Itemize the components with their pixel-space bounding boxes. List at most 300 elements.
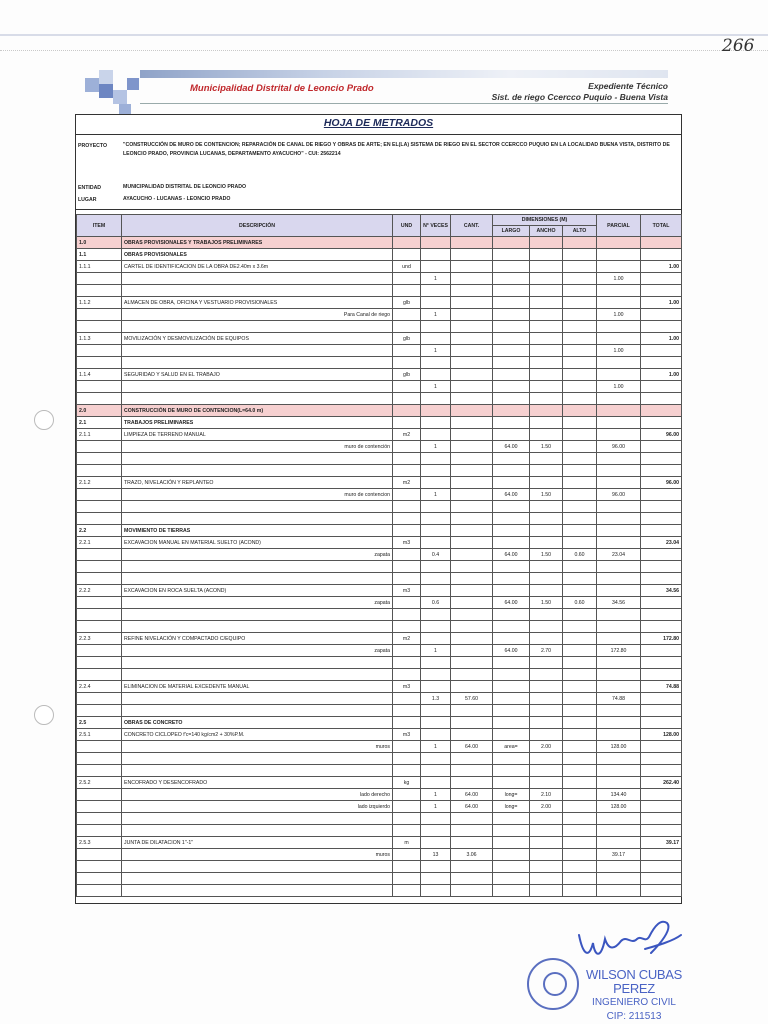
cell-total [641, 609, 682, 621]
cell-item: 2.1 [77, 417, 122, 429]
cell-total [641, 285, 682, 297]
cell-total [641, 381, 682, 393]
cell-und: m2 [393, 429, 421, 441]
cell-alto [563, 669, 597, 681]
cell-veces [421, 681, 451, 693]
cell-veces [421, 717, 451, 729]
cell-und: und [393, 261, 421, 273]
cell-parcial: 74.88 [597, 693, 641, 705]
binder-hole-icon [34, 410, 54, 430]
cell-und [393, 861, 421, 873]
cell-item [77, 321, 122, 333]
engineer-cip: CIP: 211513 [606, 1011, 662, 1022]
cell-alto [563, 873, 597, 885]
cell-item: 2.2.3 [77, 633, 122, 645]
cell-parcial [597, 717, 641, 729]
cell-ancho [530, 417, 563, 429]
cell-item [77, 561, 122, 573]
cell-parcial [597, 561, 641, 573]
table-row [77, 825, 682, 837]
table-row [77, 777, 682, 789]
table-row [77, 297, 682, 309]
cell-largo [493, 465, 530, 477]
cell-cant [451, 717, 493, 729]
section-row [77, 237, 682, 249]
cell-largo [493, 609, 530, 621]
table-row [77, 693, 682, 705]
cell-largo [493, 525, 530, 537]
cell-veces: 1 [421, 801, 451, 813]
cell-largo [493, 825, 530, 837]
cell-ancho [530, 537, 563, 549]
cell-und [393, 645, 421, 657]
cell-und [393, 741, 421, 753]
cell-veces [421, 705, 451, 717]
table-row [77, 273, 682, 285]
cell-largo [493, 621, 530, 633]
cell-cant [451, 441, 493, 453]
cell-parcial: 128.00 [597, 741, 641, 753]
cell-cant [451, 765, 493, 777]
cell-largo: long= [493, 801, 530, 813]
cell-cant [451, 633, 493, 645]
cell-descripcion: TRABAJOS PRELIMINARES [122, 417, 393, 429]
cell-ancho [530, 273, 563, 285]
cell-parcial: 1.00 [597, 309, 641, 321]
cell-veces [421, 261, 451, 273]
cell-ancho [530, 309, 563, 321]
cell-item: 2.1.1 [77, 429, 122, 441]
cell-alto [563, 237, 597, 249]
cell-und: m3 [393, 729, 421, 741]
table-row [77, 801, 682, 813]
cell-alto [563, 297, 597, 309]
col-header-alto: ALTO [563, 226, 597, 237]
table-row [77, 621, 682, 633]
cell-veces: 13 [421, 849, 451, 861]
cell-alto [563, 405, 597, 417]
cell-ancho: 2.00 [530, 801, 563, 813]
cell-total [641, 357, 682, 369]
cell-und [393, 321, 421, 333]
cell-largo [493, 813, 530, 825]
cell-descripcion: TRAZO, NIVELACIÓN Y REPLANTEO [122, 477, 393, 489]
cell-total [641, 417, 682, 429]
cell-item [77, 669, 122, 681]
cell-veces [421, 525, 451, 537]
table-row [77, 753, 682, 765]
cell-largo [493, 729, 530, 741]
cell-ancho [530, 813, 563, 825]
cell-largo [493, 681, 530, 693]
cell-descripcion: Para Canal de riego [122, 309, 393, 321]
cell-item [77, 861, 122, 873]
cell-descripcion [122, 861, 393, 873]
cell-item [77, 357, 122, 369]
cell-cant: 64.00 [451, 741, 493, 753]
cell-cant [451, 873, 493, 885]
cell-alto [563, 837, 597, 849]
header-rule [140, 103, 668, 104]
cell-total [641, 813, 682, 825]
cell-alto [563, 573, 597, 585]
municipality-name: Municipalidad Distrital de Leoncio Prado [190, 83, 374, 94]
cell-veces [421, 405, 451, 417]
cell-und: m2 [393, 477, 421, 489]
cell-alto [563, 393, 597, 405]
table-row [77, 873, 682, 885]
cell-descripcion: zapata [122, 645, 393, 657]
cell-ancho [530, 717, 563, 729]
cell-parcial [597, 681, 641, 693]
cell-largo [493, 561, 530, 573]
cell-cant [451, 429, 493, 441]
cell-veces [421, 765, 451, 777]
cell-parcial [597, 465, 641, 477]
cell-parcial [597, 669, 641, 681]
cell-ancho [530, 585, 563, 597]
cell-cant [451, 417, 493, 429]
cell-cant [451, 321, 493, 333]
cell-ancho [530, 513, 563, 525]
cell-veces [421, 777, 451, 789]
cell-item [77, 453, 122, 465]
cell-largo [493, 237, 530, 249]
cell-ancho: 2.70 [530, 645, 563, 657]
cell-item [77, 513, 122, 525]
cell-ancho [530, 729, 563, 741]
cell-descripcion [122, 621, 393, 633]
cell-cant [451, 585, 493, 597]
cell-parcial [597, 633, 641, 645]
table-row [77, 357, 682, 369]
cell-parcial [597, 573, 641, 585]
cell-item: 2.2.4 [77, 681, 122, 693]
cell-und [393, 309, 421, 321]
cell-ancho [530, 285, 563, 297]
cell-largo [493, 585, 530, 597]
cell-item [77, 609, 122, 621]
cell-descripcion [122, 453, 393, 465]
cell-alto [563, 813, 597, 825]
cell-item [77, 789, 122, 801]
cell-parcial [597, 237, 641, 249]
cell-parcial: 23.04 [597, 549, 641, 561]
cell-veces [421, 357, 451, 369]
cell-ancho [530, 261, 563, 273]
cell-item [77, 489, 122, 501]
cell-descripcion: SEGURIDAD Y SALUD EN EL TRABAJO [122, 369, 393, 381]
cell-total [641, 849, 682, 861]
cell-descripcion [122, 669, 393, 681]
cell-parcial [597, 729, 641, 741]
cell-total: 96.00 [641, 429, 682, 441]
table-row [77, 573, 682, 585]
cell-veces: 0.6 [421, 597, 451, 609]
cell-item: 1.1.4 [77, 369, 122, 381]
cell-largo [493, 885, 530, 897]
table-row [77, 729, 682, 741]
cell-largo [493, 573, 530, 585]
cell-veces [421, 861, 451, 873]
table-row [77, 657, 682, 669]
cell-descripcion: OBRAS PROVISIONALES [122, 249, 393, 261]
cell-ancho [530, 381, 563, 393]
cell-alto [563, 633, 597, 645]
cell-cant [451, 573, 493, 585]
cell-ancho [530, 405, 563, 417]
cell-alto [563, 417, 597, 429]
table-row [77, 861, 682, 873]
cell-cant [451, 777, 493, 789]
cell-item: 1.1.3 [77, 333, 122, 345]
table-row [77, 285, 682, 297]
cell-parcial: 1.00 [597, 273, 641, 285]
col-header-item: ITEM [77, 215, 122, 237]
cell-cant [451, 297, 493, 309]
cell-largo [493, 777, 530, 789]
cell-largo: 64.00 [493, 597, 530, 609]
cell-descripcion: lado derecho [122, 789, 393, 801]
cell-total: 34.56 [641, 585, 682, 597]
table-row [77, 789, 682, 801]
cell-und [393, 273, 421, 285]
proyecto-label: PROYECTO [78, 143, 108, 149]
col-header-parcial: PARCIAL [597, 215, 641, 237]
cell-ancho: 1.50 [530, 549, 563, 561]
cell-largo [493, 429, 530, 441]
cell-veces [421, 729, 451, 741]
cell-alto [563, 525, 597, 537]
cell-parcial: 1.00 [597, 381, 641, 393]
cell-und [393, 885, 421, 897]
cell-descripcion [122, 501, 393, 513]
table-row [77, 705, 682, 717]
cell-total [641, 441, 682, 453]
cell-descripcion [122, 381, 393, 393]
cell-und [393, 801, 421, 813]
cell-veces [421, 621, 451, 633]
cell-und [393, 549, 421, 561]
cell-total [641, 513, 682, 525]
col-header-cant: CANT. [451, 215, 493, 237]
table-row [77, 549, 682, 561]
col-header-veces: N° VECES [421, 215, 451, 237]
cell-und [393, 237, 421, 249]
cell-veces [421, 513, 451, 525]
cell-parcial [597, 525, 641, 537]
cell-largo [493, 405, 530, 417]
cell-und [393, 825, 421, 837]
group-row [77, 717, 682, 729]
cell-ancho [530, 777, 563, 789]
cell-parcial [597, 705, 641, 717]
cell-und [393, 693, 421, 705]
table-row [77, 537, 682, 549]
cell-largo [493, 537, 530, 549]
cell-item: 2.1.2 [77, 477, 122, 489]
table-row [77, 309, 682, 321]
table-row [77, 465, 682, 477]
cell-parcial [597, 585, 641, 597]
cell-alto [563, 537, 597, 549]
cell-total [641, 489, 682, 501]
cell-veces [421, 573, 451, 585]
cell-largo [493, 513, 530, 525]
cell-veces [421, 477, 451, 489]
cell-alto [563, 741, 597, 753]
cell-total: 172.80 [641, 633, 682, 645]
cell-und [393, 573, 421, 585]
cell-und [393, 849, 421, 861]
cell-cant [451, 465, 493, 477]
metrados-sheet [75, 114, 682, 904]
cell-total [641, 657, 682, 669]
cell-descripcion [122, 561, 393, 573]
cell-und [393, 513, 421, 525]
cell-und: glb [393, 297, 421, 309]
cell-largo [493, 861, 530, 873]
table-row [77, 393, 682, 405]
cell-ancho: 1.50 [530, 441, 563, 453]
cell-alto [563, 381, 597, 393]
cell-ancho [530, 249, 563, 261]
cell-und [393, 669, 421, 681]
cell-descripcion [122, 765, 393, 777]
cell-cant [451, 645, 493, 657]
cell-largo [493, 261, 530, 273]
cell-alto [563, 753, 597, 765]
cell-cant [451, 525, 493, 537]
cell-veces [421, 813, 451, 825]
cell-item [77, 705, 122, 717]
cell-veces [421, 633, 451, 645]
cell-cant: 3.06 [451, 849, 493, 861]
lugar-value: AYACUCHO - LUCANAS - LEONCIO PRADO [123, 196, 231, 202]
cell-ancho [530, 633, 563, 645]
cell-item [77, 885, 122, 897]
cell-alto [563, 285, 597, 297]
cell-total [641, 345, 682, 357]
cell-veces [421, 285, 451, 297]
cell-alto [563, 357, 597, 369]
cell-cant [451, 273, 493, 285]
cell-ancho [530, 525, 563, 537]
cell-parcial [597, 501, 641, 513]
cell-descripcion [122, 693, 393, 705]
cell-alto [563, 453, 597, 465]
cell-ancho [530, 705, 563, 717]
cell-total [641, 621, 682, 633]
cell-parcial [597, 657, 641, 669]
table-row [77, 885, 682, 897]
cell-parcial [597, 261, 641, 273]
cell-veces: 1 [421, 345, 451, 357]
title-rule [76, 134, 681, 135]
table-row [77, 261, 682, 273]
cell-veces [421, 585, 451, 597]
cell-largo: long= [493, 789, 530, 801]
cell-alto [563, 489, 597, 501]
cell-ancho [530, 321, 563, 333]
cell-und [393, 525, 421, 537]
cell-veces: 1 [421, 489, 451, 501]
cell-alto [563, 657, 597, 669]
cell-item [77, 285, 122, 297]
cell-ancho [530, 837, 563, 849]
table-row [77, 477, 682, 489]
cell-descripcion: OBRAS PROVISIONALES Y TRABAJOS PRELIMINARES [122, 237, 393, 249]
cell-veces: 1 [421, 309, 451, 321]
cell-alto [563, 849, 597, 861]
cell-largo [493, 849, 530, 861]
cell-cant [451, 381, 493, 393]
cell-cant [451, 825, 493, 837]
cell-veces: 1.3 [421, 693, 451, 705]
cell-alto [563, 861, 597, 873]
cell-descripcion [122, 873, 393, 885]
cell-largo [493, 309, 530, 321]
cell-cant [451, 357, 493, 369]
cell-item [77, 309, 122, 321]
cell-cant [451, 309, 493, 321]
table-row [77, 609, 682, 621]
cell-und: m3 [393, 585, 421, 597]
cell-largo [493, 297, 530, 309]
project-short-name: Sist. de riego Ccercco Puquio - Buena Vista [491, 92, 668, 102]
cell-cant [451, 261, 493, 273]
cell-total: 39.17 [641, 837, 682, 849]
cell-parcial [597, 417, 641, 429]
cell-ancho [530, 333, 563, 345]
table-row [77, 837, 682, 849]
cell-parcial [597, 297, 641, 309]
metrados-body [77, 237, 682, 897]
cell-parcial [597, 477, 641, 489]
cell-cant [451, 657, 493, 669]
group-row [77, 249, 682, 261]
cell-item [77, 597, 122, 609]
cell-largo: 64.00 [493, 645, 530, 657]
cell-und: glb [393, 333, 421, 345]
cell-cant [451, 813, 493, 825]
cell-descripcion: zapata [122, 549, 393, 561]
cell-cant [451, 837, 493, 849]
cell-alto [563, 309, 597, 321]
table-row [77, 345, 682, 357]
cell-descripcion: JUNTA DE DILATACION 1"-1" [122, 837, 393, 849]
cell-alto [563, 777, 597, 789]
cell-largo [493, 657, 530, 669]
cell-ancho [530, 681, 563, 693]
cell-descripcion [122, 345, 393, 357]
cell-cant [451, 345, 493, 357]
cell-item: 1.1.1 [77, 261, 122, 273]
cell-alto [563, 273, 597, 285]
cell-alto [563, 261, 597, 273]
cell-ancho [530, 693, 563, 705]
cell-veces [421, 825, 451, 837]
cell-veces [421, 369, 451, 381]
cell-parcial: 172.80 [597, 645, 641, 657]
cell-total [641, 561, 682, 573]
cell-veces: 1 [421, 441, 451, 453]
cell-ancho: 2.10 [530, 789, 563, 801]
table-row [77, 645, 682, 657]
cell-ancho [530, 885, 563, 897]
cell-parcial [597, 369, 641, 381]
cell-total [641, 705, 682, 717]
